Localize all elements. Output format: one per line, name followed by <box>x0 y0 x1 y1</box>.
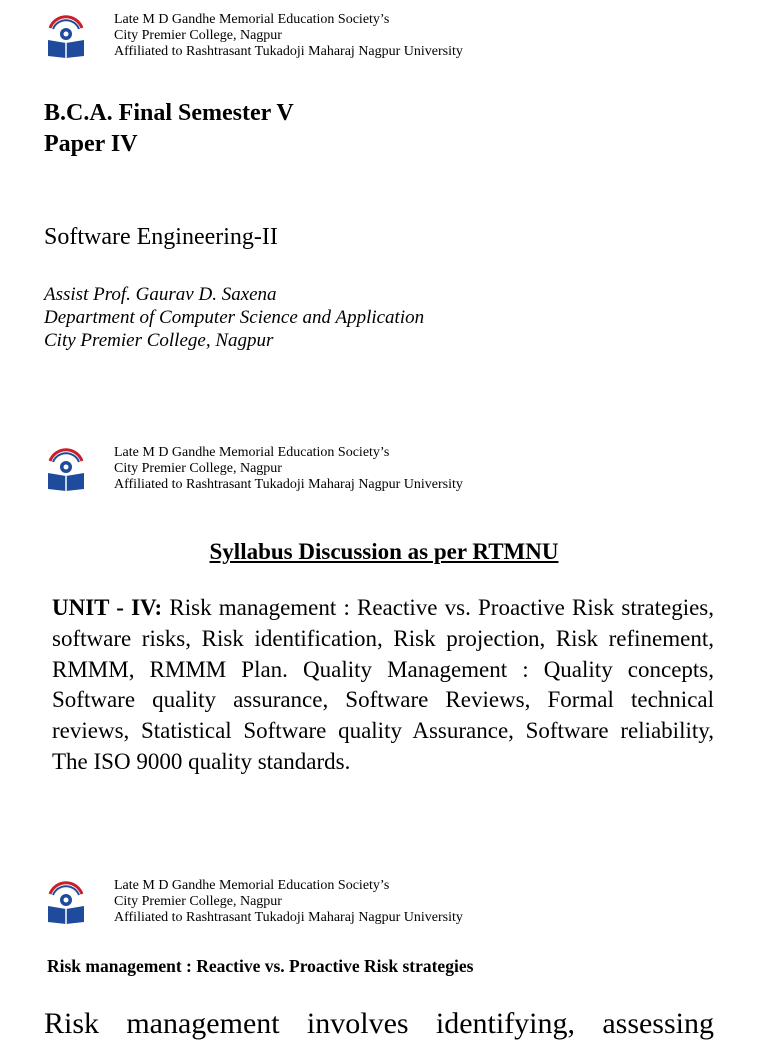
page-header-3 <box>44 878 724 926</box>
header-society: Late M D Gandhe Memorial Education Society’s <box>114 878 390 893</box>
author-block <box>44 283 424 352</box>
section-body-text: Risk management involves identifying, assessing <box>44 1007 714 1040</box>
header-affiliation: Affiliated to Rashtrasant Tukadoji Maharaj Nagpur University <box>114 477 463 492</box>
section-heading: Risk management : Reactive vs. Proactive Risk strategies <box>47 956 474 976</box>
page-header-1 <box>44 12 724 60</box>
college-logo-icon <box>44 12 88 58</box>
unit-label: UNIT - IV: <box>52 595 163 620</box>
header-college: City Premier College, Nagpur <box>114 894 282 909</box>
subject-title: Software Engineering-II <box>44 224 278 250</box>
author-college: City Premier College, Nagpur <box>44 330 274 351</box>
page-header-2 <box>44 445 724 493</box>
unit-text: Risk management : Reactive vs. Proactive Risk strategies, software risks, Risk identification, Risk projection, Risk refinement, RMMM, RMMM Plan. Quality Management : Quality concepts, Software quality assurance, Software Reviews, Formal technical reviews, Statistical Software quality Assurance, Software reliability, The ISO 9000 quality standards. <box>52 595 714 774</box>
syllabus-title: Syllabus Discussion as per RTMNU <box>209 539 559 564</box>
author-department: Department of Computer Science and Application <box>44 307 425 328</box>
college-logo-icon <box>44 878 88 924</box>
college-logo-icon <box>44 445 88 491</box>
header-affiliation: Affiliated to Rashtrasant Tukadoji Maharaj Nagpur University <box>114 44 463 59</box>
header-affiliation: Affiliated to Rashtrasant Tukadoji Maharaj Nagpur University <box>114 910 463 925</box>
header-college: City Premier College, Nagpur <box>114 28 282 43</box>
course-name: B.C.A. Final Semester V <box>44 100 294 126</box>
paper-number: Paper IV <box>44 131 138 157</box>
course-title <box>44 98 294 160</box>
header-society: Late M D Gandhe Memorial Education Society’s <box>114 12 390 27</box>
header-society: Late M D Gandhe Memorial Education Society’s <box>114 445 390 460</box>
header-college: City Premier College, Nagpur <box>114 461 282 476</box>
unit-description <box>52 593 714 778</box>
author-name: Assist Prof. Gaurav D. Saxena <box>44 284 277 305</box>
